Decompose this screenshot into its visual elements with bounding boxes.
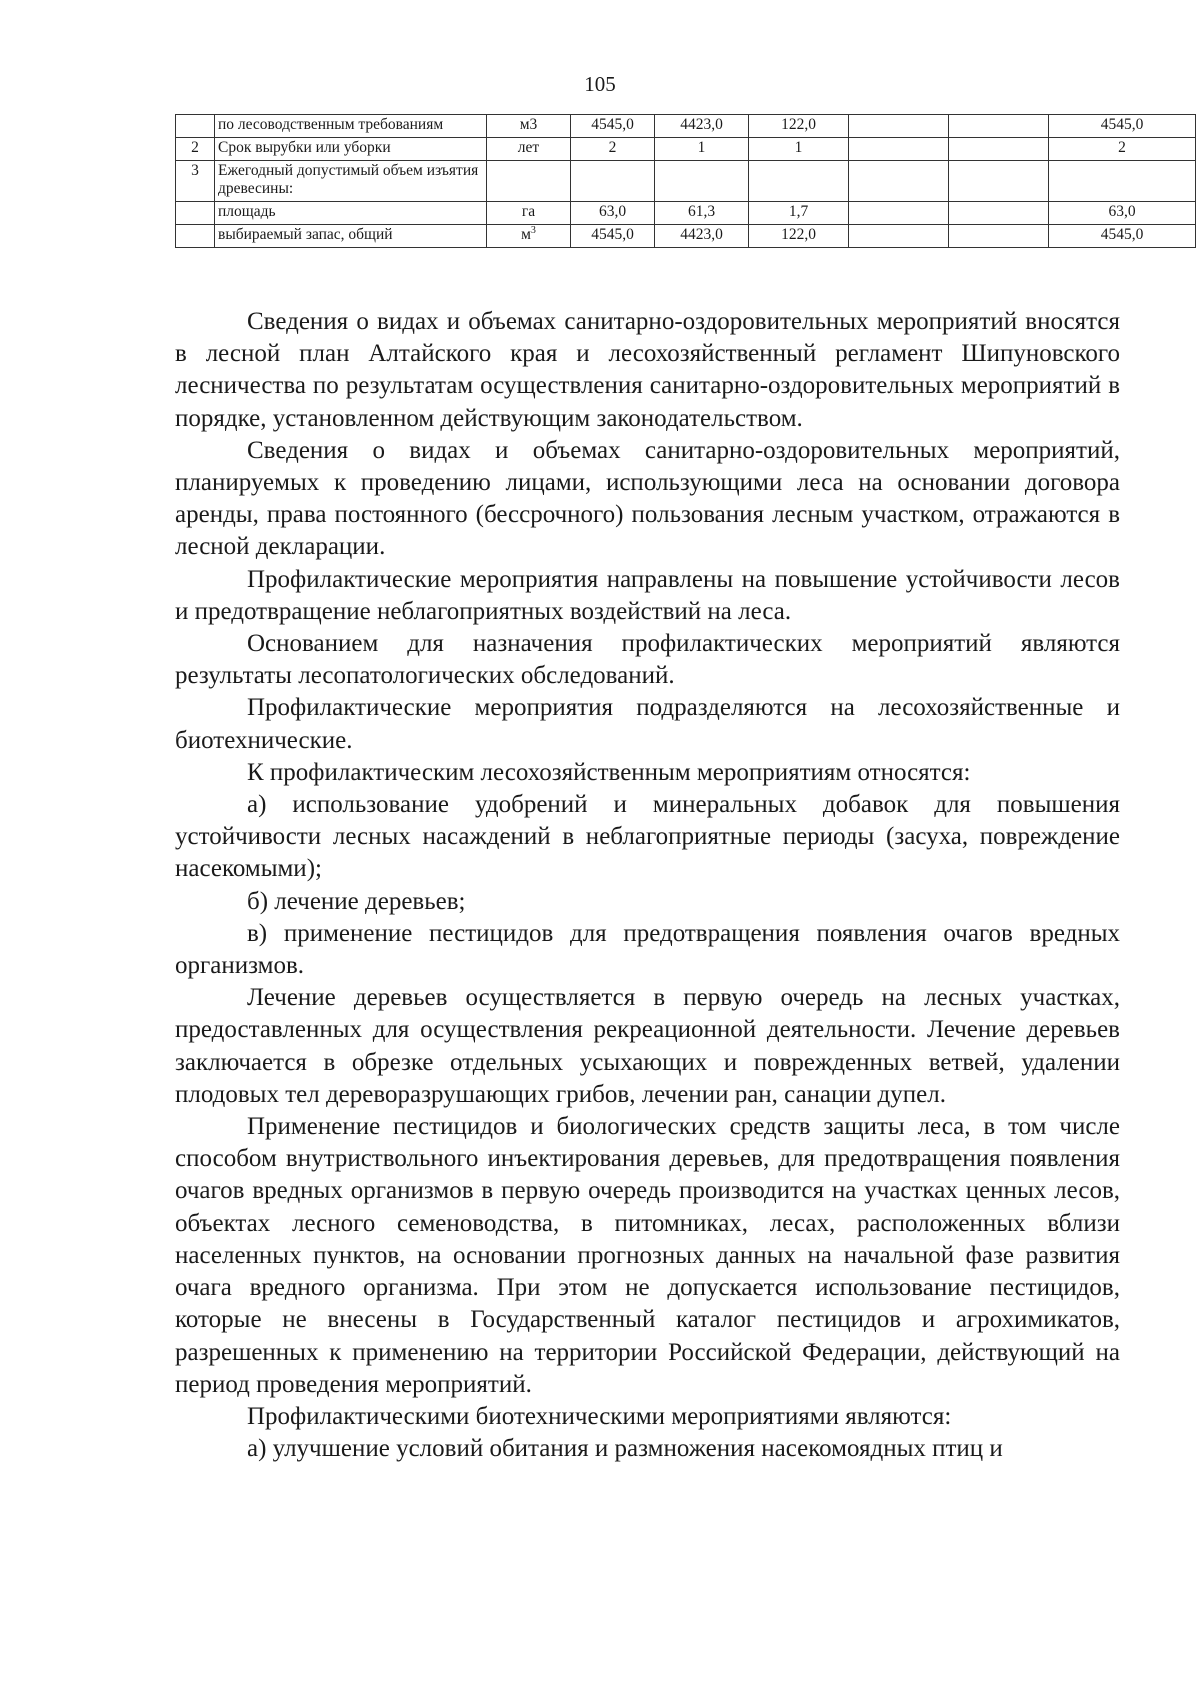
- row-value-5: 63,0: [1049, 202, 1196, 225]
- row-number: 3: [176, 161, 215, 202]
- body-text: [175, 306, 1120, 1465]
- paragraph: Сведения о видах и объемах санитарно-оздоровительных мероприятий вносятся в лесной план Алтайского края и лесохозяйственный регламент Шипуновского лесничества по результатам осуществления санитарно-оздоровительных мероприятий в порядке, установленном действующим законодательством.: [175, 308, 1120, 432]
- row-value-1: 4423,0: [655, 115, 749, 138]
- table-row: [176, 202, 1196, 225]
- row-value-1: 1: [655, 138, 749, 161]
- row-description: Ежегодный допустимый объем изъятия древесины:: [215, 161, 487, 202]
- row-unit: га: [487, 202, 571, 225]
- row-description: Срок вырубки или уборки: [215, 138, 487, 161]
- data-table: [175, 114, 1196, 248]
- table-row: [176, 115, 1196, 138]
- row-value-5: 4545,0: [1049, 225, 1196, 248]
- row-unit: [487, 225, 571, 248]
- row-value-3: [849, 161, 949, 202]
- list-item: б) лечение деревьев;: [247, 887, 466, 915]
- row-value-4: [949, 115, 1049, 138]
- row-value-4: [949, 225, 1049, 248]
- row-value-1: [655, 161, 749, 202]
- list-item: в) применение пестицидов для предотвращения появления очагов вредных организмов.: [175, 919, 1120, 980]
- paragraph: Применение пестицидов и биологических средств защиты леса, в том числе способом внутриствольного инъектирования деревьев, для предотвращения появления очагов вредных организмов в первую очередь производится на участках ценных лесов, объектах лесного семеноводства, в питомниках, лесах, расположенных вблизи населенных пунктов, на основании прогнозных данных на начальной фазе развития очага вредного организма. При этом не допускается использование пестицидов, которые не внесены в Государственный каталог пестицидов и агрохимикатов, разрешенных к применению на территории Российской Федерации, действующий на период проведения мероприятий.: [175, 1113, 1120, 1398]
- row-value-3: [849, 225, 949, 248]
- row-value-4: [949, 161, 1049, 202]
- table-row: [176, 161, 1196, 202]
- row-value-5: 4545,0: [1049, 115, 1196, 138]
- row-description: площадь: [215, 202, 487, 225]
- paragraph: Лечение деревьев осуществляется в первую очередь на лесных участках, предоставленных для осуществления рекреационной деятельности. Лечение деревьев заключается в обрезке отдельных усыхающих и поврежденных ветвей, удалении плодовых тел дереворазрушающих грибов, лечении ран, санации дупел.: [175, 984, 1120, 1108]
- paragraph: К профилактическим лесохозяйственным мероприятиям относятся:: [247, 758, 971, 786]
- row-value-total: 63,0: [571, 202, 655, 225]
- row-value-total: 4545,0: [571, 225, 655, 248]
- unit-base: м: [521, 226, 531, 243]
- row-value-total: 4545,0: [571, 115, 655, 138]
- paragraph: Сведения о видах и объемах санитарно-оздоровительных мероприятий, планируемых к проведению лицами, использующими леса на основании договора аренды, права постоянного (бессрочного) пользования лесным участком, отражаются в лесной декларации.: [175, 436, 1120, 561]
- row-number: [176, 202, 215, 225]
- row-description: выбираемый запас, общий: [215, 225, 487, 248]
- row-number: 2: [176, 138, 215, 161]
- row-value-2: 1,7: [749, 202, 849, 225]
- row-value-total: 2: [571, 138, 655, 161]
- row-number: [176, 115, 215, 138]
- paragraph: Профилактические мероприятия направлены на повышение устойчивости лесов и предотвращение неблагоприятных воздействий на леса.: [175, 565, 1120, 625]
- row-description: по лесоводственным требованиям: [215, 115, 487, 138]
- row-value-2: [749, 161, 849, 202]
- row-unit: лет: [487, 138, 571, 161]
- row-unit: [487, 161, 571, 202]
- row-value-3: [849, 138, 949, 161]
- paragraph: Профилактические мероприятия подразделяются на лесохозяйственные и биотехнические.: [175, 694, 1120, 754]
- row-value-total: [571, 161, 655, 202]
- list-item: а) улучшение условий обитания и размножения насекомоядных птиц и: [247, 1435, 1003, 1463]
- paragraph: Основанием для назначения профилактических мероприятий являются результаты лесопатологических обследований.: [175, 630, 1120, 690]
- paragraph: Профилактическими биотехническими мероприятиями являются:: [247, 1402, 952, 1430]
- unit-superscript: 3: [530, 224, 536, 236]
- row-value-1: 4423,0: [655, 225, 749, 248]
- row-value-3: [849, 115, 949, 138]
- page-number: 105: [584, 72, 616, 96]
- row-value-3: [849, 202, 949, 225]
- list-item: а) использование удобрений и минеральных добавок для повышения устойчивости лесных насаждений в неблагоприятные периоды (засуха, повреждение насекомыми);: [175, 791, 1120, 883]
- row-unit: м3: [487, 115, 571, 138]
- row-value-1: 61,3: [655, 202, 749, 225]
- row-value-2: 1: [749, 138, 849, 161]
- table-row: [176, 138, 1196, 161]
- row-value-5: [1049, 161, 1196, 202]
- row-value-4: [949, 202, 1049, 225]
- table-row: [176, 225, 1196, 248]
- row-value-5: 2: [1049, 138, 1196, 161]
- row-number: [176, 225, 215, 248]
- row-value-2: 122,0: [749, 225, 849, 248]
- row-value-4: [949, 138, 1049, 161]
- row-value-2: 122,0: [749, 115, 849, 138]
